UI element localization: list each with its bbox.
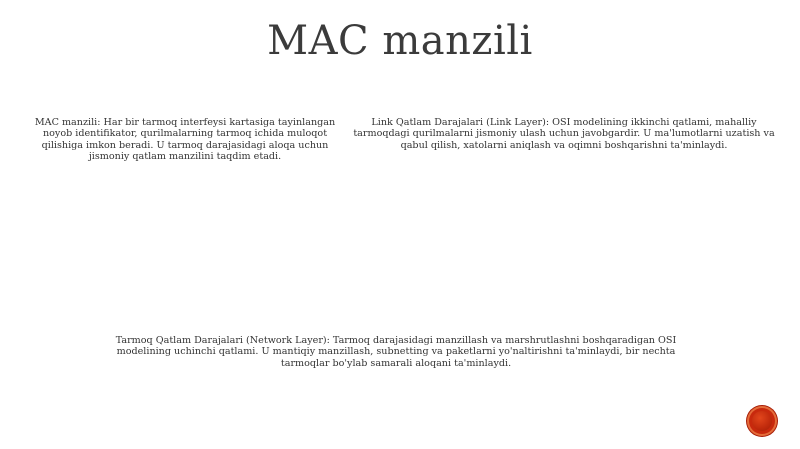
slide-nav-button[interactable] xyxy=(749,408,775,434)
mac-address-paragraph: MAC manzili: Har bir tarmoq interfeysi kartasiga tayinlangan noyob identifikator, qurilmalarning tarmoq ichida muloqot qilishiga imkon beradi. U tarmoq darajasidagi aloqa uchun jismoniy qatlam manzilini taqdim etadi. xyxy=(34,117,336,163)
circle-nav-icon xyxy=(752,411,772,431)
network-layer-paragraph: Tarmoq Qatlam Darajalari (Network Layer): Tarmoq darajasidagi manzillash va marshrutlashni boshqaradigan OSI modelining uchinchi qatlami. U mantiqiy manzillash, subnetting va paketlarni yo'naltirishni ta'minlaydi, bir nechta tarmoqlar bo'ylab samarali aloqani ta'minlaydi. xyxy=(115,335,677,369)
link-layer-paragraph: Link Qatlam Darajalari (Link Layer): OSI modelining ikkinchi qatlami, mahalliy tarmoqdagi qurilmalarni jismoniy ulash uchun javobgardir. U ma'lumotlarni uzatish va qabul qilish, xatolarni aniqlash va oqimni boshqarishni ta'minlaydi. xyxy=(353,117,775,151)
slide-title: MAC manzili xyxy=(267,18,533,64)
